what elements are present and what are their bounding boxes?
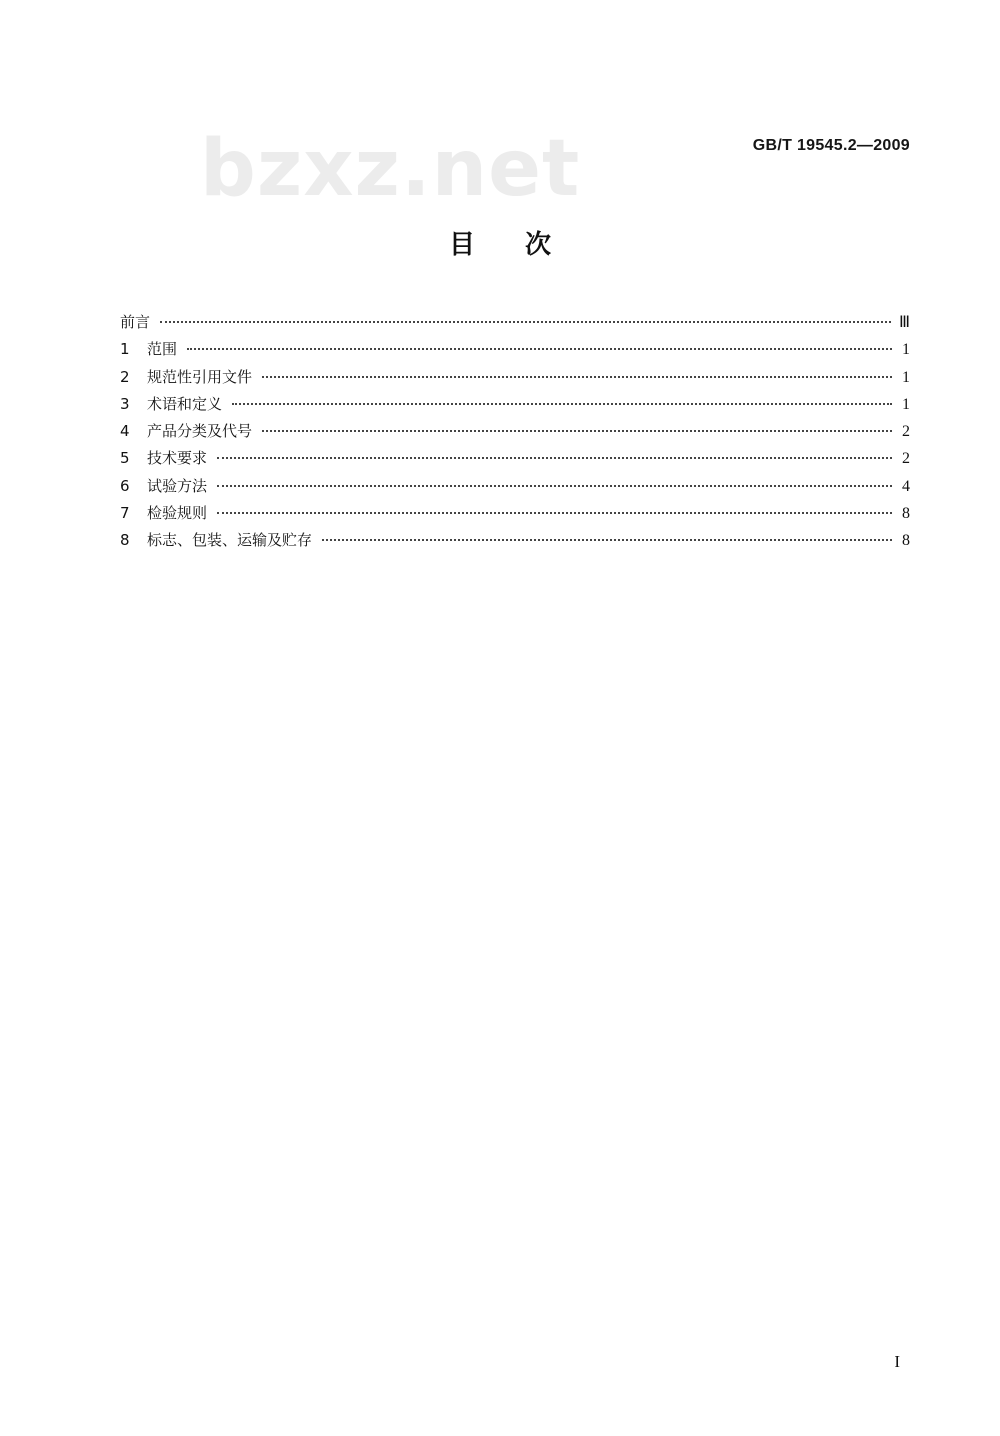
toc-entry-7[interactable] (120, 503, 910, 530)
toc-entry-label: 前言 (120, 313, 151, 331)
toc-entry-number: 5 (120, 449, 130, 468)
toc-entry-page: 4 (902, 477, 910, 495)
toc-entry-foreword[interactable] (120, 312, 910, 339)
dot-leader (262, 430, 892, 432)
toc-entry-3[interactable] (120, 394, 910, 421)
toc-entry-label: 技术要求 (147, 449, 208, 468)
toc-entry-6[interactable] (120, 476, 910, 503)
dot-leader (217, 512, 892, 514)
dot-leader (322, 539, 892, 541)
toc-entry-label: 规范性引用文件 (147, 367, 253, 386)
toc-entry-1[interactable] (120, 339, 910, 366)
document-number: GB/T 19545.2—2009 (752, 137, 910, 154)
page-number: I (894, 1352, 900, 1371)
toc-entry-page: 2 (902, 450, 910, 468)
toc-entry-2[interactable] (120, 367, 910, 394)
toc-entry-page: 8 (902, 505, 910, 523)
toc-entry-label: 试验方法 (147, 476, 208, 495)
toc-entry-label: 术语和定义 (147, 394, 223, 413)
dot-leader (262, 376, 892, 378)
toc-entry-page: 8 (902, 532, 910, 550)
toc-entry-label: 标志、包装、运输及贮存 (147, 531, 313, 550)
toc-entry-8[interactable] (120, 530, 910, 557)
toc-entry-label: 检验规则 (147, 504, 208, 523)
toc-entry-number: 2 (120, 367, 130, 386)
toc-title: 目次 (448, 230, 601, 260)
toc-entry-page: Ⅲ (898, 314, 910, 331)
toc-entry-label: 范围 (147, 340, 178, 359)
toc-entry-number: 3 (120, 394, 130, 413)
toc-entry-number: 1 (120, 340, 130, 359)
toc-entry-page: 1 (902, 341, 910, 359)
dot-leader (187, 348, 892, 350)
toc-entry-number: 4 (120, 422, 130, 441)
toc-entry-page: 1 (902, 395, 910, 413)
watermark: bzxz.net (200, 124, 581, 214)
dot-leader (160, 321, 891, 323)
toc-entry-5[interactable] (120, 448, 910, 475)
dot-leader (217, 457, 892, 459)
toc-entry-number: 6 (120, 476, 130, 495)
toc-entry-number: 7 (120, 504, 130, 523)
dot-leader (232, 403, 892, 405)
toc-entry-page: 1 (902, 368, 910, 386)
dot-leader (217, 485, 892, 487)
toc-entry-page: 2 (902, 423, 910, 441)
toc-entry-4[interactable] (120, 421, 910, 448)
table-of-contents (120, 312, 910, 558)
toc-entry-label: 产品分类及代号 (147, 422, 253, 441)
toc-entry-number: 8 (120, 531, 130, 550)
